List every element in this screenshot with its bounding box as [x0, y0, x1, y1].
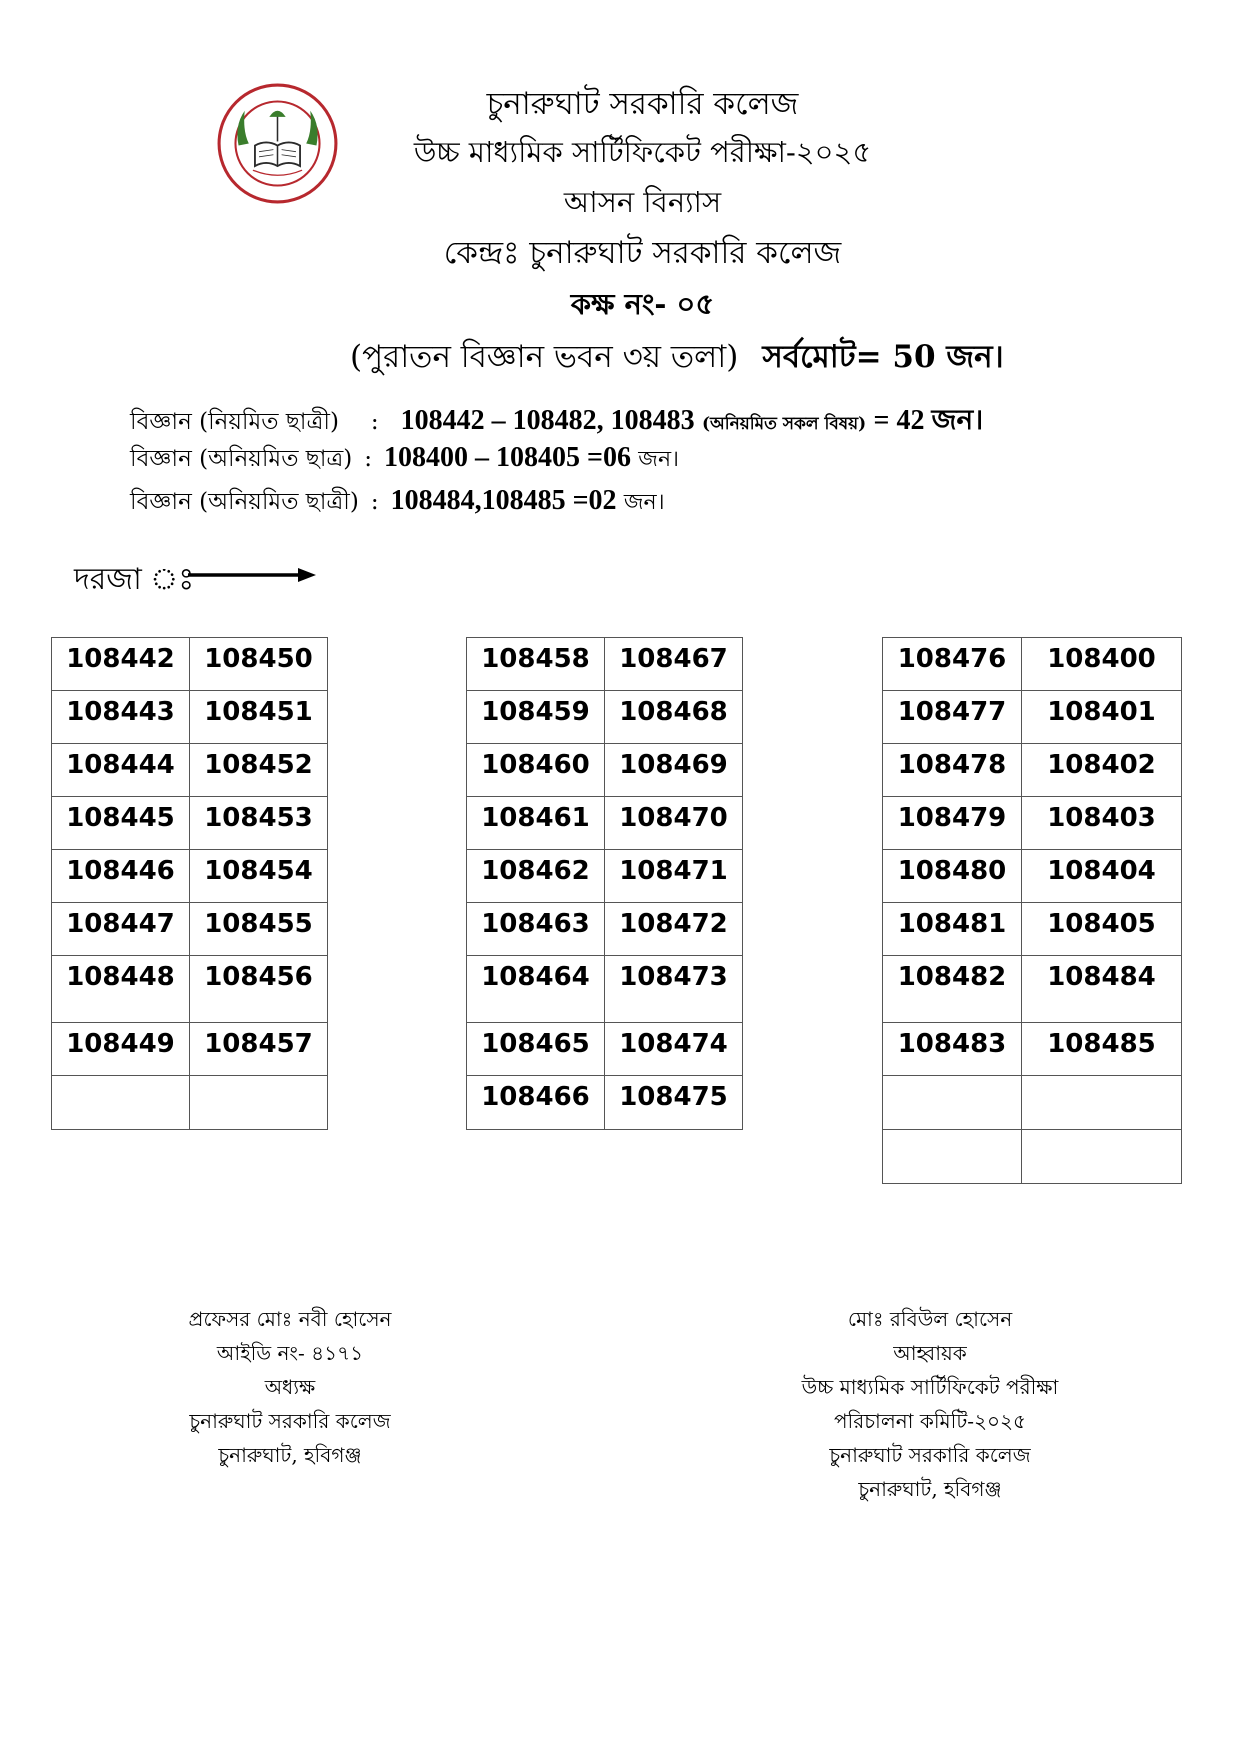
seat-cell — [190, 1076, 328, 1130]
building-name: (পুরাতন বিজ্ঞান ভবন ৩য় তলা) — [350, 339, 739, 375]
signature-line: চুনারুঘাট সরকারি কলেজ — [189, 1409, 391, 1433]
table-row — [52, 1076, 328, 1130]
seat-cell: 108463 — [467, 903, 605, 956]
info-tail: জন। — [638, 447, 679, 472]
seat-cell: 108474 — [605, 1023, 743, 1076]
signature-line: আহ্বায়ক — [893, 1341, 967, 1365]
seat-table-2 — [466, 637, 743, 1130]
signature-line: চুনারুঘাট সরকারি কলেজ — [829, 1443, 1031, 1467]
seat-cell: 108445 — [52, 797, 190, 850]
seat-cell: 108443 — [52, 691, 190, 744]
seat-cell: 108403 — [1022, 797, 1182, 850]
signature-line: চুনারুঘাট, হবিগঞ্জ — [858, 1477, 1002, 1501]
seat-cell: 108482 — [883, 956, 1022, 1023]
seat-cell: 108446 — [52, 850, 190, 903]
table-row — [883, 691, 1182, 744]
seat-cell: 108401 — [1022, 691, 1182, 744]
table-row — [467, 691, 743, 744]
seat-cell: 108468 — [605, 691, 743, 744]
seat-cell: 108472 — [605, 903, 743, 956]
seat-cell: 108462 — [467, 850, 605, 903]
seat-cell — [883, 1076, 1022, 1130]
seat-cell: 108404 — [1022, 850, 1182, 903]
table-row — [52, 850, 328, 903]
seat-cell: 108454 — [190, 850, 328, 903]
table-row — [467, 903, 743, 956]
seat-cell: 108442 — [52, 638, 190, 691]
door-label: দরজা ঃ — [74, 562, 195, 597]
table-row — [467, 1076, 743, 1130]
seat-cell: 108402 — [1022, 744, 1182, 797]
table-row — [883, 850, 1182, 903]
seat-cell: 108467 — [605, 638, 743, 691]
seat-cell: 108483 — [883, 1023, 1022, 1076]
seat-cell: 108475 — [605, 1076, 743, 1130]
seat-cell: 108460 — [467, 744, 605, 797]
seat-cell: 108458 — [467, 638, 605, 691]
seat-cell — [883, 1130, 1022, 1184]
table-row — [883, 638, 1182, 691]
seat-cell: 108449 — [52, 1023, 190, 1076]
table-row — [52, 744, 328, 797]
table-row — [883, 956, 1182, 1023]
seat-cell: 108476 — [883, 638, 1022, 691]
table-row — [467, 850, 743, 903]
arrow-right-icon — [188, 563, 318, 587]
info-row-irregular-male — [130, 440, 679, 479]
signature-line: পরিচালনা কমিটি-২০২৫ — [833, 1409, 1027, 1433]
info-colon: : — [370, 489, 379, 515]
seat-cell — [1022, 1130, 1182, 1184]
table-row — [467, 956, 743, 1023]
table-row — [52, 956, 328, 1023]
info-label: বিজ্ঞান (নিয়মিত ছাত্রী) — [130, 409, 339, 435]
table-row — [467, 638, 743, 691]
signature-line: আইডি নং- ৪১৭১ — [216, 1341, 364, 1365]
info-row-irregular-female — [130, 483, 665, 522]
seat-cell: 108452 — [190, 744, 328, 797]
seat-cell — [52, 1076, 190, 1130]
seat-cell: 108448 — [52, 956, 190, 1023]
table-row — [883, 1076, 1182, 1130]
seat-cell: 108485 — [1022, 1023, 1182, 1076]
seat-cell: 108473 — [605, 956, 743, 1023]
table-row — [467, 797, 743, 850]
seat-cell: 108405 — [1022, 903, 1182, 956]
building-line — [350, 333, 1004, 385]
seat-cell: 108455 — [190, 903, 328, 956]
seat-cell: 108444 — [52, 744, 190, 797]
table-row — [883, 1023, 1182, 1076]
info-tail: = 42 জন। — [873, 405, 984, 436]
seat-cell: 108447 — [52, 903, 190, 956]
table-row — [52, 903, 328, 956]
info-label: বিজ্ঞান (অনিয়মিত ছাত্রী) — [130, 489, 359, 515]
info-value: 108484,108485 =02 — [390, 485, 617, 516]
seat-cell: 108469 — [605, 744, 743, 797]
seat-cell: 108400 — [1022, 638, 1182, 691]
seat-cell: 108480 — [883, 850, 1022, 903]
seat-cell: 108461 — [467, 797, 605, 850]
table-row — [52, 797, 328, 850]
seat-cell: 108466 — [467, 1076, 605, 1130]
table-row — [467, 744, 743, 797]
seat-cell: 108456 — [190, 956, 328, 1023]
info-value: 108400 – 108405 =06 — [384, 442, 631, 473]
info-tail: জন। — [623, 490, 665, 515]
signature-convener — [760, 1302, 1100, 1506]
info-value: 108442 – 108482, 108483 — [400, 405, 695, 436]
room-number: কক্ষ নং- ০৫ — [570, 287, 715, 321]
center-name: কেন্দ্রঃ চুনারুঘাট সরকারি কলেজ — [443, 235, 842, 271]
seat-cell: 108453 — [190, 797, 328, 850]
signature-line: চুনারুঘাট, হবিগঞ্জ — [218, 1443, 362, 1467]
table-row — [883, 903, 1182, 956]
table-row — [467, 1023, 743, 1076]
signature-line: অধ্যক্ষ — [264, 1375, 316, 1399]
seat-cell: 108459 — [467, 691, 605, 744]
college-name: চুনারুঘাট সরকারি কলেজ — [486, 86, 799, 122]
info-colon: : — [364, 446, 373, 472]
signature-line: উচ্চ মাধ্যমিক সার্টিফিকেট পরীক্ষা — [801, 1375, 1059, 1399]
table-row — [52, 1023, 328, 1076]
seat-cell: 108481 — [883, 903, 1022, 956]
info-note: (অনিয়মিত সকল বিষয়) — [701, 414, 867, 434]
table-row — [52, 638, 328, 691]
table-row — [52, 691, 328, 744]
seat-cell: 108470 — [605, 797, 743, 850]
table-row — [883, 1130, 1182, 1184]
seat-table-1 — [51, 637, 328, 1130]
signature-principal — [140, 1302, 440, 1472]
seat-cell: 108478 — [883, 744, 1022, 797]
info-colon: : — [370, 409, 379, 435]
seat-cell: 108464 — [467, 956, 605, 1023]
table-row — [883, 797, 1182, 850]
seat-cell: 108457 — [190, 1023, 328, 1076]
exam-title: উচ্চ মাধ্যমিক সার্টিফিকেট পরীক্ষা-২০২৫ — [413, 135, 872, 169]
signature-line: প্রফেসর মোঃ নবী হোসেন — [188, 1307, 392, 1331]
info-label: বিজ্ঞান (অনিয়মিত ছাত্র) — [130, 446, 353, 472]
seat-cell: 108477 — [883, 691, 1022, 744]
seat-cell: 108465 — [467, 1023, 605, 1076]
seat-plan-title: আসন বিন্যাস — [563, 185, 722, 219]
seat-cell: 108484 — [1022, 956, 1182, 1023]
seat-cell: 108451 — [190, 691, 328, 744]
seat-cell: 108479 — [883, 797, 1022, 850]
seat-cell: 108450 — [190, 638, 328, 691]
signature-line: মোঃ রবিউল হোসেন — [847, 1307, 1013, 1331]
seat-table-3 — [882, 637, 1182, 1184]
table-row — [883, 744, 1182, 797]
info-row-regular-female — [130, 398, 983, 445]
total-count: সর্বমোট= 50 জন। — [762, 339, 1004, 375]
seat-cell: 108471 — [605, 850, 743, 903]
seat-cell — [1022, 1076, 1182, 1130]
